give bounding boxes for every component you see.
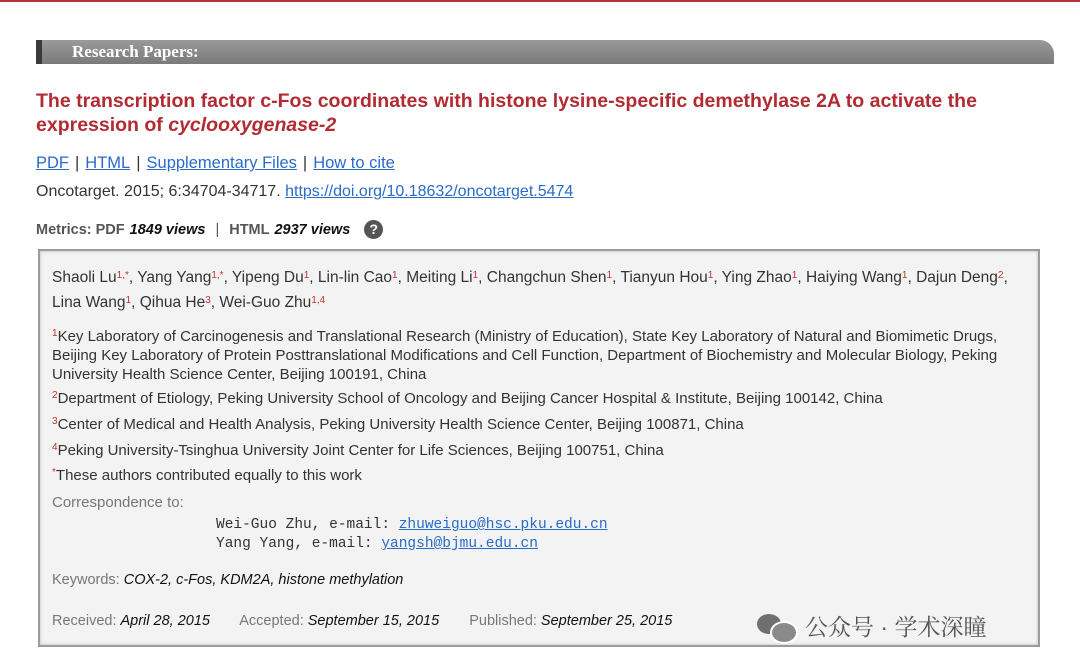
received-date: April 28, 2015 — [120, 613, 210, 629]
affiliation-4: $^4$Peking University-Tsinghua University Joint Center for Life Sciences, Beijing 100751, China — [52, 442, 664, 459]
correspondence-entry: Yang Yang, e-mail: yangsh@bjmu.edu.cn — [216, 536, 538, 552]
author-name: Changchun Shen$^1$ — [486, 269, 613, 286]
accepted-date: September 15, 2015 — [307, 613, 440, 629]
watermark-text: 公众号 · 学术深瞳 — [805, 614, 987, 640]
author-name: Lin-lin Cao$^1$ — [317, 269, 398, 286]
affiliation-2: $^2$Department of Etiology, Peking University School of Oncology and Beijing Cancer Hospital & Institute, Beijing 100142, China — [52, 390, 883, 407]
citation — [36, 183, 573, 201]
author-name: Dajun Deng$^2$ — [916, 269, 1004, 286]
paper-title-italic: cyclooxygenase-2 — [168, 114, 337, 136]
metrics-html-label: HTML — [229, 221, 270, 238]
section-header — [36, 40, 1054, 64]
paper-title — [36, 89, 1046, 137]
metrics: Metrics: PDF 1849 views | HTML 2937 views ? — [36, 220, 383, 239]
author-name: Yipeng Du$^1$ — [231, 269, 310, 286]
how-to-cite-link[interactable]: How to cite — [313, 154, 395, 172]
author-name: Yang Yang$^{1,*}$ — [137, 269, 224, 286]
paper-links: PDF | HTML | Supplementary Files | How to cite — [36, 154, 395, 172]
keywords-value: COX-2, c-Fos, KDM2A, histone methylation — [123, 572, 404, 588]
metrics-pdf-views: 1849 views — [129, 221, 206, 238]
author-name: Ying Zhao$^1$ — [721, 269, 798, 286]
accepted-label: Accepted: — [239, 613, 304, 629]
author-name: Qihua He$^3$ — [139, 294, 211, 311]
html-link[interactable]: HTML — [85, 154, 131, 172]
section-header-title: Research Papers: — [72, 42, 199, 61]
published-date: September 25, 2015 — [540, 613, 673, 629]
metrics-pdf-label: Metrics: PDF — [36, 221, 125, 238]
keywords — [52, 572, 403, 588]
paper-title-main: The transcription factor c-Fos coordinates with histone lysine-specific demethylase 2A to activate the expression of — [36, 90, 977, 136]
doi-link[interactable]: https://doi.org/10.18632/oncotarget.5474 — [285, 183, 574, 200]
top-accent-line — [0, 0, 1080, 2]
author-name: Wei-Guo Zhu$^{1,4}$ — [219, 294, 326, 311]
author-name: Shaoli $Lu^{1,*}$ — [52, 269, 129, 286]
author-name: Lina Wang$^1$ — [52, 294, 132, 311]
article-info-card — [38, 249, 1040, 647]
affiliation-equal-contribution: *These authors contributed equally to this work — [52, 467, 362, 484]
pdf-link[interactable]: PDF — [36, 154, 69, 172]
dates — [52, 613, 672, 629]
correspondence-entry: Wei-Guo Zhu, e-mail: zhuweiguo@hsc.pku.edu.cn — [216, 517, 608, 533]
author-name: Meiting Li$^1$ — [406, 269, 479, 286]
correspondence-label: Correspondence to: — [52, 494, 184, 511]
published-label: Published: — [469, 613, 537, 629]
email-link[interactable]: yangsh@bjmu.edu.cn — [381, 536, 538, 552]
keywords-label: Keywords: — [52, 572, 120, 588]
help-icon[interactable]: ? — [364, 220, 383, 239]
metrics-html-views: 2937 views — [274, 221, 351, 238]
author-name: Tianyun Hou$^1$ — [620, 269, 714, 286]
author-list: Shaoli $Lu^{1,*}$, Yang Yang$^{1,*}$, Yipeng Du$^1$, Lin-lin Cao$^1$, Meiting Li$^1$, Changchun Shen$^1$, Tianyun Hou$^1$, Ying Zhao$^1$, Haiying Wang$^1$, Dajun Deng$^2$, Lina Wang$^1$, Qihua He$^3$, Wei-Guo Zhu$^{1,4}$ — [52, 269, 1008, 311]
affiliation-1: $^1$Key Laboratory of Carcinogenesis and Translational Research (Ministry of Education), State Key Laboratory of Natural and Biomimetic Drugs, Beijing Key Laboratory of Protein Posttranslational Modifications and Cell Function, Department of Biochemistry and Molecular Biology, Peking University Health Science Center, Beijing 100191, China — [52, 328, 998, 383]
author-name: Haiying Wang$^1$ — [805, 269, 908, 286]
received-label: Received: — [52, 613, 117, 629]
watermark — [757, 609, 986, 642]
wechat-icon — [757, 612, 795, 640]
section-header-lead — [36, 40, 42, 64]
affiliation-3: $^3$Center of Medical and Health Analysis, Peking University Health Science Center, Beijing 100871, China — [52, 416, 744, 433]
email-link[interactable]: zhuweiguo@hsc.pku.edu.cn — [398, 517, 608, 533]
supplementary-files-link[interactable]: Supplementary Files — [146, 154, 297, 172]
journal-citation: Oncotarget. 2015; 6:34704-34717. — [36, 183, 281, 200]
